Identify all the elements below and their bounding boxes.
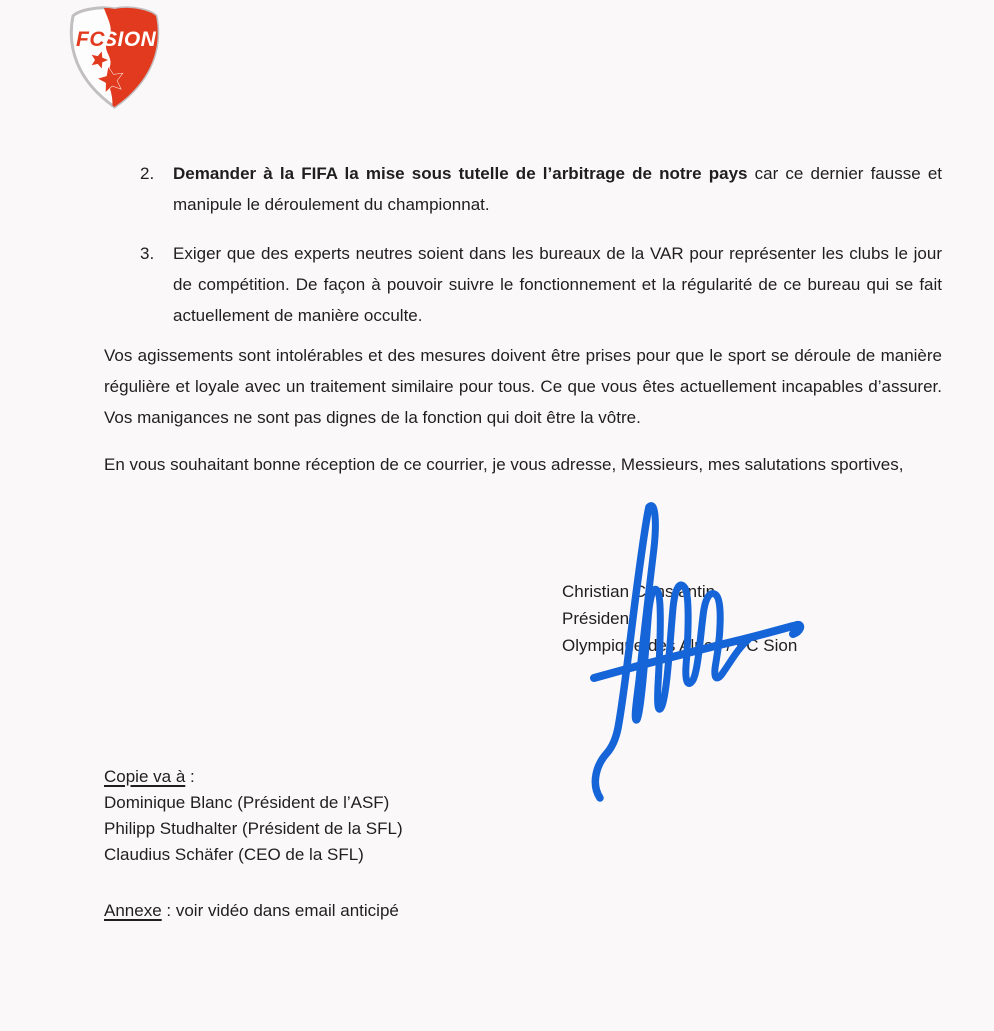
copy-separator: : [185, 767, 195, 786]
paragraph-accusation: Vos agissements sont intolérables et des mesures doivent être prises pour que le sport se déroule de manière régulière et loyale avec un traitement similaire pour tous. Ce que vous êtes actuellement incapables d’assurer. Vos manigances ne sont pas dignes de la fonction qui doit être la vôtre. [104, 346, 942, 427]
signature-block [562, 578, 797, 659]
copy-recipient: Claudius Schäfer (CEO de la SFL) [104, 845, 364, 864]
demand-regular-text: Exiger que des experts neutres soient dans les bureaux de la VAR pour représenter les clubs le jour de compétition. De façon à pouvoir suivre le fonctionnement et la régularité de ce bureau qui se fait actuellement de manière occulte. [173, 244, 942, 325]
annex-label: Annexe [104, 901, 162, 920]
signatory-organization: Olympique des Alpes / FC Sion [562, 636, 798, 655]
demand-text [173, 238, 942, 331]
paragraph-closing: En vous souhaitant bonne réception de ce courrier, je vous adresse, Messieurs, mes salutations sportives, [104, 455, 904, 474]
signatory-name: Christian Constantin [562, 582, 716, 601]
crest-text-fc: FC [76, 28, 105, 51]
annex-note [104, 898, 399, 924]
signatory-title: Président [562, 609, 634, 628]
demand-number: 3. [140, 244, 155, 263]
copy-recipient: Philipp Studhalter (Président de la SFL) [104, 819, 403, 838]
copy-recipient: Dominique Blanc (Président de l’ASF) [104, 793, 390, 812]
copy-section [104, 764, 403, 868]
fc-sion-crest-icon [62, 5, 167, 110]
crest-text-sion: SION [103, 28, 157, 51]
demand-item-2 [140, 158, 942, 220]
fc-sion-logo [62, 5, 167, 110]
demand-item-3 [140, 238, 942, 331]
demand-number: 2. [140, 164, 155, 183]
copy-label: Copie va à [104, 767, 186, 786]
copy-label-line [104, 764, 403, 790]
annex-text: : voir vidéo dans email anticipé [161, 901, 399, 920]
demand-text [173, 158, 942, 220]
demand-regular-text: car ce dernier fausse et manipule le déroulement du championnat. [173, 164, 942, 214]
demand-bold-text: Demander à la FIFA la mise sous tutelle de l’arbitrage de notre pays [173, 164, 748, 183]
